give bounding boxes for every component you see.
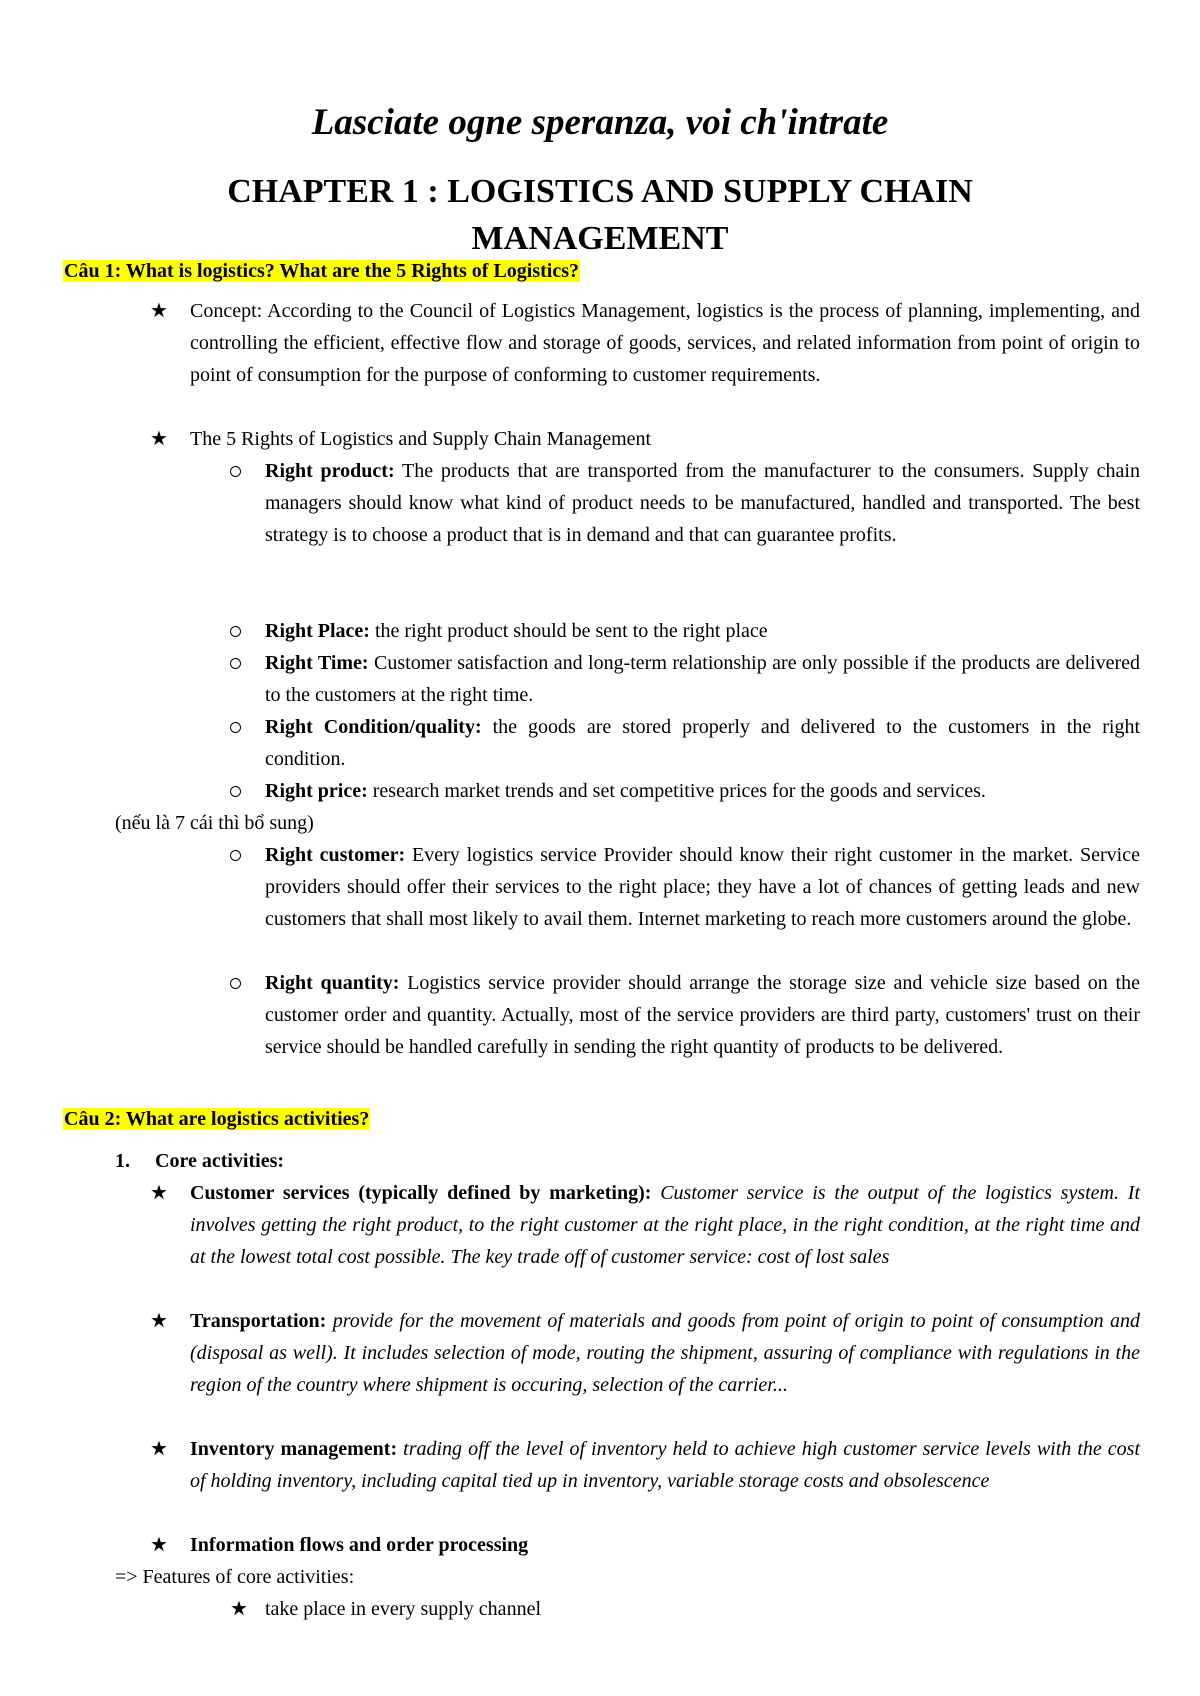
feature-item: take place in every supply channel <box>265 1598 541 1620</box>
right-price-item: Right price: research market trends and set competitive prices for the goods and services. <box>265 780 986 802</box>
inventory-management-item: Inventory management: trading off the level of inventory held to achieve high customer service levels with the cost of holding inventory, including capital tied up in inventory, variable storage costs and obsolescence <box>190 1438 1141 1492</box>
circle-bullet-icon <box>230 466 241 477</box>
star-bullet-icon: ★ <box>150 1310 168 1332</box>
information-flows-item: Information flows and order processing <box>190 1534 529 1556</box>
circle-bullet-icon <box>230 786 241 797</box>
motto: Lasciate ogne speranza, voi ch'intrate <box>311 102 889 143</box>
star-bullet-icon: ★ <box>230 1598 248 1620</box>
question-1-heading: Câu 1: What is logistics? What are the 5 Rights of Logistics? <box>64 260 580 282</box>
right-product-item: Right product: The products that are transported from the manufacturer to the consumers. Supply chain managers should know what kind of product needs to be manufactured, handled and transported. The best strategy is to choose a product that is in demand and that can guarantee profits. <box>265 460 1140 546</box>
star-bullet-icon: ★ <box>150 1534 168 1556</box>
core-activities-heading: Core activities: <box>155 1150 285 1172</box>
transportation-item: Transportation: provide for the movement of materials and goods from point of origin to point of consumption and (disposal as well). It includes selection of mode, routing the shipment, assuring of compliance with regulations in the region of the country where shipment is occuring, selection of the carrier... <box>190 1310 1140 1396</box>
right-condition-item: Right Condition/quality: the goods are stored properly and delivered to the customers in the right condition. <box>265 716 1140 770</box>
rights-heading: The 5 Rights of Logistics and Supply Chain Management <box>190 428 652 450</box>
circle-bullet-icon <box>230 850 241 861</box>
features-heading: => Features of core activities: <box>115 1566 355 1588</box>
circle-bullet-icon <box>230 658 241 669</box>
right-customer-item: Right customer: Every logistics service Provider should know their right customer in the market. Service providers should offer their services to the right place; they have a lot of chances of getting leads and new customers that shall most likely to avail them. Internet marketing to reach more customers around the globe. <box>265 844 1140 930</box>
customer-services-item: Customer services (typically defined by marketing): Customer service is the output of the logistics system. It involves getting the right product, to the right customer at the right place, in the right condition, at the right time and at the lowest total cost possible. The key trade off of customer service: cost of lost sales <box>190 1182 1141 1268</box>
star-bullet-icon: ★ <box>150 1182 168 1204</box>
circle-bullet-icon <box>230 722 241 733</box>
right-place-item: Right Place: the right product should be sent to the right place <box>265 620 768 642</box>
seven-rights-note: (nếu là 7 cái thì bổ sung) <box>115 812 314 834</box>
concept-paragraph: Concept: According to the Council of Logistics Management, logistics is the process of planning, implementing, and controlling the efficient, effective flow and storage of goods, services, and related information from point of origin to point of consumption for the purpose of conforming to customer requirements. <box>190 300 1140 386</box>
star-bullet-icon: ★ <box>150 428 168 450</box>
circle-bullet-icon <box>230 978 241 989</box>
chapter-title: CHAPTER 1 : LOGISTICS AND SUPPLY CHAIN MANAGEMENT <box>227 173 973 257</box>
question-2-heading: Câu 2: What are logistics activities? <box>64 1108 370 1130</box>
star-bullet-icon: ★ <box>150 300 168 322</box>
core-activities-number: 1. <box>115 1150 130 1172</box>
star-bullet-icon: ★ <box>150 1438 168 1460</box>
right-time-item: Right Time: Customer satisfaction and long-term relationship are only possible if the products are delivered to the customers at the right time. <box>265 652 1141 706</box>
circle-bullet-icon <box>230 626 241 637</box>
right-quantity-item: Right quantity: Logistics service provider should arrange the storage size and vehicle size based on the customer order and quantity. Actually, most of the service providers are third party, customers' trust on their service should be handled carefully in sending the right quantity of products to be delivered. <box>265 972 1140 1058</box>
